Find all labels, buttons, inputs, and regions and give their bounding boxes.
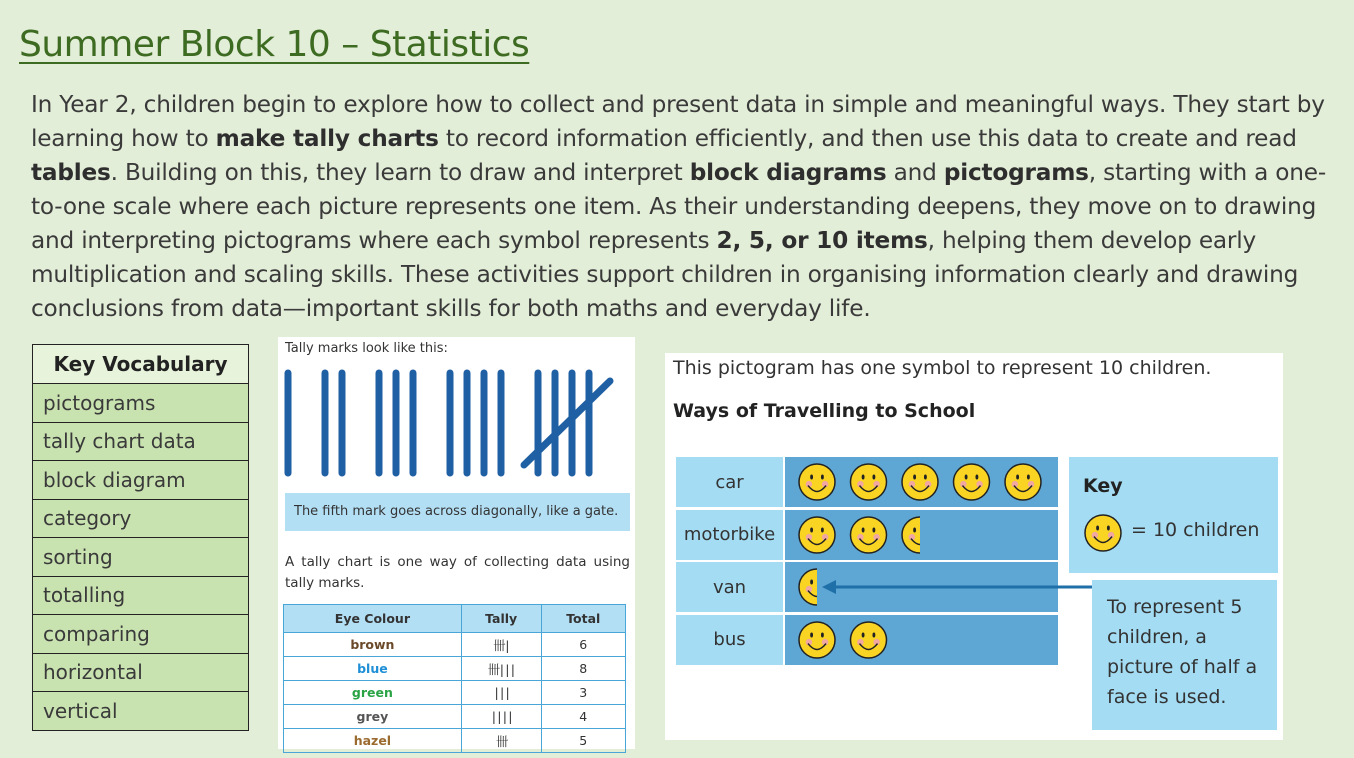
pictogram-title: Ways of Travelling to School xyxy=(673,400,976,422)
key-box xyxy=(1069,457,1278,573)
tally-cell: 卌||| xyxy=(461,657,541,681)
intro-paragraph: In Year 2, children begin to explore how to collect and present data in simple and meaningful ways. They start by learning how to make tally charts to record information efficiently, and then use this data to create and read tables. Building on this, they learn to draw and interpret block diagrams and pictograms, starting with a one-to-one scale where each picture represents one item. As their understanding deepens, they move on to drawing and interpreting pictograms where each symbol represents 2, 5, or 10 items, helping them develop early multiplication and scaling skills. These activities support children in organising information clearly and drawing conclusions from data—important skills for both maths and everyday life. xyxy=(31,91,1327,322)
vocab-item: vertical xyxy=(33,692,249,731)
total-cell: 4 xyxy=(541,705,625,729)
key-text: = 10 children xyxy=(1131,519,1260,541)
gate-note: The fifth mark goes across diagonally, like a gate. xyxy=(285,493,630,531)
smiley-face-icon xyxy=(799,622,835,658)
smiley-face-icon xyxy=(1005,464,1041,500)
half-face-note xyxy=(1092,580,1277,730)
table-row xyxy=(284,657,626,681)
vocab-item: tally chart data xyxy=(33,422,249,461)
vocab-item: horizontal xyxy=(33,653,249,692)
pictogram-cells xyxy=(785,615,1058,665)
tally-description: A tally chart is one way of collecting data using tally marks. xyxy=(285,554,630,591)
eye-colour-cell: brown xyxy=(284,633,462,657)
pictogram-panel xyxy=(665,353,1283,740)
eye-colour-cell: green xyxy=(284,681,462,705)
key-title: Key xyxy=(1083,475,1123,497)
eye-colour-cell: hazel xyxy=(284,729,462,753)
page-title: Summer Block 10 – Statistics xyxy=(19,24,530,65)
tally-cell: |||| xyxy=(461,705,541,729)
total-cell: 8 xyxy=(541,657,625,681)
table-row xyxy=(284,681,626,705)
pictogram-cells xyxy=(785,510,1058,560)
total-cell: 6 xyxy=(541,633,625,657)
vocab-item: sorting xyxy=(33,538,249,577)
pictogram-cells xyxy=(785,457,1058,507)
tally-group-2 xyxy=(325,373,342,473)
smiley-face-icon xyxy=(799,464,835,500)
tally-cell: 卌 xyxy=(461,729,541,753)
pictogram-intro: This pictogram has one symbol to represent 10 children. xyxy=(673,357,1212,379)
smiley-face-icon xyxy=(1083,513,1123,553)
arrow-left-icon xyxy=(820,577,1095,597)
pictogram-row-label: van xyxy=(676,562,783,612)
smiley-face-icon xyxy=(902,464,938,500)
smiley-face-icon xyxy=(851,622,887,658)
smiley-face-icon xyxy=(954,464,990,500)
table-header: Eye Colour xyxy=(284,605,462,633)
eye-colour-cell: blue xyxy=(284,657,462,681)
table-row xyxy=(284,705,626,729)
tally-panel xyxy=(278,337,635,749)
tally-marks-illustration xyxy=(278,359,635,489)
eye-colour-tally-table xyxy=(283,604,626,753)
note-text: To represent 5 children, a picture of half a face is used. xyxy=(1107,596,1258,708)
vocab-item: totalling xyxy=(33,576,249,615)
half-smiley-face-icon xyxy=(902,517,938,553)
smiley-face-icon xyxy=(851,517,887,553)
key-vocabulary-table xyxy=(32,344,249,731)
tally-group-5 xyxy=(524,373,610,473)
vocab-header: Key Vocabulary xyxy=(33,345,249,384)
smiley-face-icon xyxy=(851,464,887,500)
vocab-item: comparing xyxy=(33,615,249,654)
pictogram-row-label: bus xyxy=(676,615,783,665)
vocab-item: category xyxy=(33,499,249,538)
tally-cell: 卌| xyxy=(461,633,541,657)
pictogram-row-label: motorbike xyxy=(676,510,783,560)
total-cell: 5 xyxy=(541,729,625,753)
eye-colour-cell: grey xyxy=(284,705,462,729)
smiley-face-icon xyxy=(799,517,835,553)
vocab-item: block diagram xyxy=(33,461,249,500)
pictogram-row-label: car xyxy=(676,457,783,507)
tally-intro-text: Tally marks look like this: xyxy=(285,341,448,356)
tally-group-4 xyxy=(450,373,501,473)
table-header: Total xyxy=(541,605,625,633)
tally-cell: ||| xyxy=(461,681,541,705)
vocab-item: pictograms xyxy=(33,384,249,423)
tally-group-3 xyxy=(379,373,413,473)
table-row xyxy=(284,633,626,657)
table-row xyxy=(284,729,626,753)
total-cell: 3 xyxy=(541,681,625,705)
table-header: Tally xyxy=(461,605,541,633)
